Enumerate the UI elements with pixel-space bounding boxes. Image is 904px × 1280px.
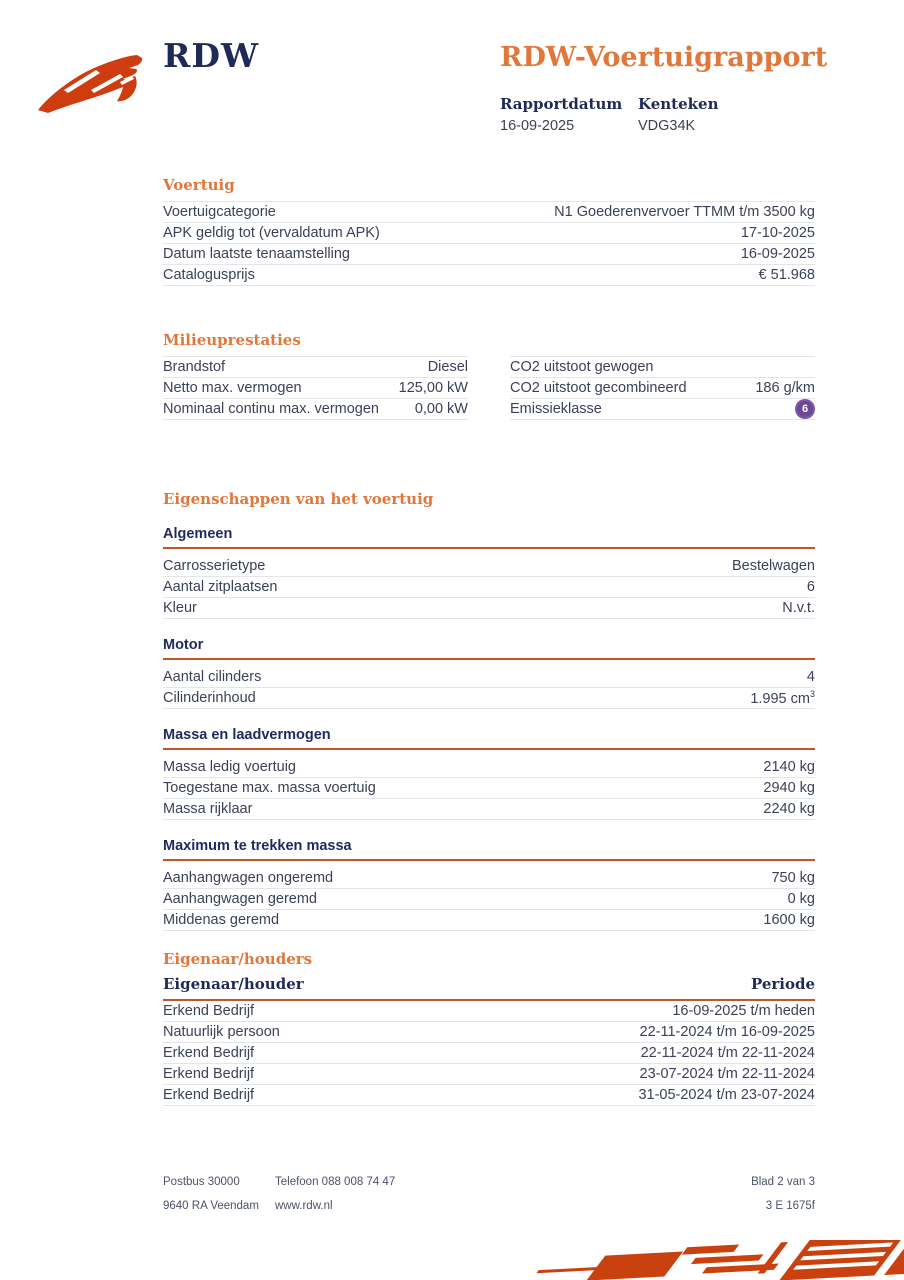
row-label: CO2 uitstoot gewogen [510, 359, 654, 375]
row-label: Aanhangwagen ongeremd [163, 870, 334, 886]
owner-period: 22-11-2024 t/m 16-09-2025 [639, 1024, 815, 1040]
row-label: Brandstof [163, 359, 226, 375]
table-row [163, 868, 815, 889]
footer-address-line2: 9640 RA Veendam [163, 1200, 259, 1212]
table-row [510, 357, 815, 378]
owner-name: Erkend Bedrijf [163, 1087, 255, 1103]
subsection-heading: Algemeen [163, 526, 815, 549]
rdw-feather-logo-icon [36, 48, 164, 121]
license-plate-label: Kenteken [638, 95, 719, 113]
row-label: Carrosserietype [163, 558, 266, 574]
row-value: 4 [806, 669, 815, 685]
table-row [163, 244, 815, 265]
footer-website: www.rdw.nl [275, 1200, 333, 1212]
row-value: Bestelwagen [731, 558, 815, 574]
row-label: Catalogusprijs [163, 267, 255, 283]
license-plate-value: VDG34K [638, 118, 696, 134]
table-row [510, 399, 815, 420]
section-voertuig [163, 176, 815, 286]
report-date-value: 16-09-2025 [500, 118, 575, 134]
owner-name: Erkend Bedrijf [163, 1066, 255, 1082]
footer-phone: Telefoon 088 008 74 47 [275, 1176, 396, 1188]
section-eigenaars [163, 950, 815, 1106]
report-date-label: Rapportdatum [500, 95, 623, 113]
row-label: Middenas geremd [163, 912, 280, 928]
row-label: Aanhangwagen geremd [163, 891, 317, 907]
owner-name: Natuurlijk persoon [163, 1024, 280, 1040]
column-header-owner: Eigenaar/houder [163, 975, 304, 993]
table-row [163, 688, 815, 709]
table-row [163, 399, 468, 420]
table-row [163, 357, 468, 378]
row-label: Aantal cilinders [163, 669, 262, 685]
row-value: 16-09-2025 [740, 246, 815, 262]
row-value: 1600 kg [763, 912, 815, 928]
owner-period: 23-07-2024 t/m 22-11-2024 [639, 1066, 815, 1082]
table-row [163, 1043, 815, 1064]
table-row [163, 598, 815, 619]
row-label: Kleur [163, 600, 197, 616]
row-label: Datum laatste tenaamstelling [163, 246, 350, 262]
owners-table-header [163, 975, 815, 1001]
section-heading: Eigenschappen van het voertuig [163, 490, 434, 508]
row-value: 750 kg [771, 870, 815, 886]
row-value: € 51.968 [758, 267, 815, 283]
section-heading: Milieuprestaties [163, 331, 301, 349]
owner-period: 31-05-2024 t/m 23-07-2024 [638, 1087, 815, 1103]
section-heading: Eigenaar/houders [163, 950, 313, 968]
row-value: N1 Goederenvervoer TTMM t/m 3500 kg [554, 204, 815, 220]
table-row [163, 778, 815, 799]
footer-doc-code: 3 E 1675f [765, 1200, 815, 1212]
table-row [163, 223, 815, 244]
page-footer [163, 1170, 815, 1218]
row-value: 2140 kg [763, 759, 815, 775]
footer-address-line1: Postbus 30000 [163, 1176, 240, 1188]
row-label: Emissieklasse [510, 401, 602, 417]
table-row [163, 667, 815, 688]
owner-period: 16-09-2025 t/m heden [672, 1003, 815, 1019]
table-row [163, 202, 815, 223]
subsection-heading: Motor [163, 637, 815, 660]
table-row [163, 1001, 815, 1022]
owner-name: Erkend Bedrijf [163, 1045, 255, 1061]
row-label: Cilinderinhoud [163, 690, 256, 706]
table-row [163, 889, 815, 910]
table-row [163, 1064, 815, 1085]
row-value: 17-10-2025 [740, 225, 815, 241]
subsection-heading: Massa en laadvermogen [163, 727, 815, 750]
document-title: RDW-Voertuigrapport [500, 42, 828, 73]
row-label: Aantal zitplaatsen [163, 579, 278, 595]
license-plate-block [638, 95, 776, 134]
column-header-period: Periode [750, 975, 815, 993]
table-row [163, 378, 468, 399]
row-label: CO2 uitstoot gecombineerd [510, 380, 687, 396]
row-value: 0 kg [787, 891, 815, 907]
row-value: 1.995 $cm^3$ [750, 689, 815, 707]
row-value: 0,00 kW [414, 401, 468, 417]
row-label: APK geldig tot (vervaldatum APK) [163, 225, 380, 241]
table-row [163, 556, 815, 577]
section-heading: Voertuig [163, 176, 235, 194]
table-row [163, 799, 815, 820]
owner-period: 22-11-2024 t/m 22-11-2024 [640, 1045, 815, 1061]
emission-class-badge: 6 [795, 399, 815, 419]
table-row [163, 265, 815, 286]
table-row [163, 910, 815, 931]
report-meta [500, 95, 816, 134]
row-label: Nominaal continu max. vermogen [163, 401, 379, 417]
row-value: 2240 kg [763, 801, 815, 817]
row-value: Diesel [427, 359, 468, 375]
table-row [163, 757, 815, 778]
row-value: N.v.t. [782, 600, 815, 616]
row-label: Toegestane max. massa voertuig [163, 780, 376, 796]
row-label: Netto max. vermogen [163, 380, 302, 396]
table-row [163, 1022, 815, 1043]
table-row [163, 577, 815, 598]
owner-name: Erkend Bedrijf [163, 1003, 255, 1019]
subsection-massa [163, 727, 815, 820]
subsection-algemeen [163, 526, 815, 619]
footer-page-number: Blad 2 van 3 [751, 1176, 815, 1188]
subsection-motor [163, 637, 815, 709]
section-eigenschappen [163, 490, 815, 931]
row-value: 2940 kg [763, 780, 815, 796]
subsection-heading: Maximum te trekken massa [163, 838, 815, 861]
report-date-block [500, 95, 638, 134]
table-row [510, 378, 815, 399]
brand-wordmark: RDW [163, 36, 260, 75]
row-label: Massa ledig voertuig [163, 759, 296, 775]
row-label: Voertuigcategorie [163, 204, 276, 220]
section-milieuprestaties [163, 331, 815, 420]
row-value: 186 g/km [755, 380, 815, 396]
subsection-trekken-massa [163, 838, 815, 931]
row-value: 6 [806, 579, 815, 595]
row-label: Massa rijklaar [163, 801, 253, 817]
row-value: 125,00 kW [398, 380, 468, 396]
rdw-stripes-decoration-icon [520, 1240, 904, 1280]
table-row [163, 1085, 815, 1106]
